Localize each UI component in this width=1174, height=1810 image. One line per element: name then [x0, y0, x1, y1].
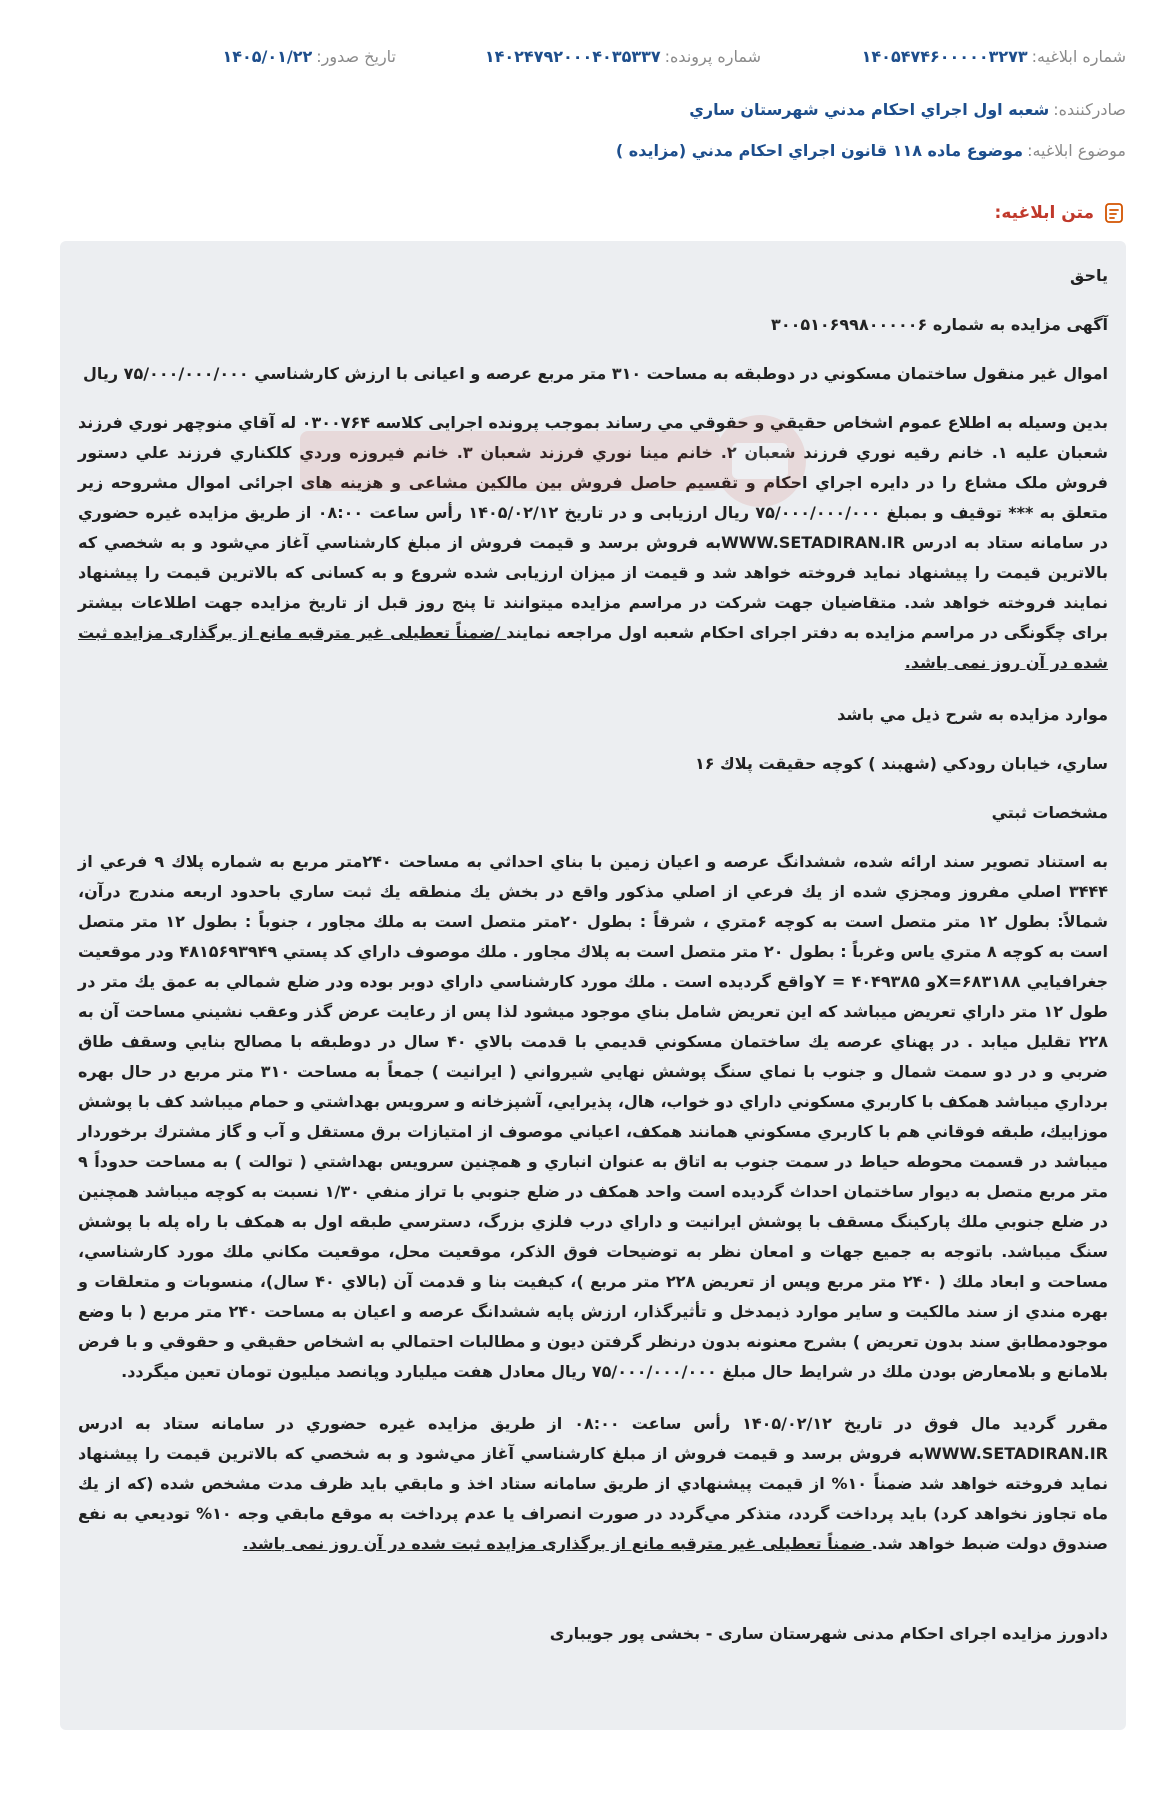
property-summary: اموال غير منقول ساختمان مسكوني در دوطبقه به مساحت ۳۱۰ متر مربع عرصه و اعیانی با ارزش كارشناسي ۷۵/۰۰۰/۰۰۰/۰۰۰ ريال [82, 364, 1108, 383]
property-description: به استناد تصوير سند ارائه شده، ششدانگ عرصه و اعيان زمين با بناي احداثي به مساحت ۲۴۰متر مربع به شماره پلاك ۹ فرعي از ۳۴۴۴ اصلي مفروز ومجزي شده از يك فرعي از اصلي مذكور واقع در بخش يك منطقه يك ثبت ساري باحدود اربعه مندرج درآن، شمالاً: بطول ۱۲ متر متصل است به كوچه ۶متري ، شرقاً : بطول ۲۰متر متصل است به ملك مجاور ، جنوباً : بطول ۱۲ متر متصل است به كوچه ۸ متري ياس وغرباً : بطول ۲۰ متر متصل است به پلاك مجاور . ملك موصوف داراي كد پستي ۴۸۱۵۶۹۳۹۴۹ ودر موقعيت جغرافيايي X=۶۸۳۱۸۸و ۴۰۴۹۳۸۵ = Yواقع گرديده است . ملك مورد كارشناسي داراي دوبر بوده ودر ضلع شمالي به عمق يك متر در طول ۱۲ متر داراي تعريض ميباشد كه اين تعريض شامل بناي موجود ميشود لذا پس از رعايت عرض گذر وعقب نشيني مساحت آن به ۲۲۸ تقليل ميابد . در پهناي عرصه يك ساختمان مسكوني قديمي با قدمت بالاي ۴۰ سال در دوطبقه با مصالح بنايي وسقف طاق ضربي و در دو سمت شمال و جنوب با نماي سنگ پوشش نهايي شيرواني ( ايرانيت ) جمعاً به مساحت ۳۱۰ متر مربع در حال بهره برداري ميباشد همكف با كاربري مسكوني داراي دو خواب، هال، پذيرايي، آشپزخانه و سرويس بهداشتي و حمام ميباشد كف با پوشش موزاييك، طبقه فوقاني هم با كاربري مسكوني همانند همكف، اعياني موصوف از امتيازات برق مستقل و آب و گاز مشترك برخوردار ميباشد در قسمت محوطه حياط در سمت جنوب به اتاق به عنوان انباري و همچنين سرويس بهداشتي ( توالت ) به مساحت حدوداً ۹ متر مربع متصل به ديوار ساختمان احداث گرديده است واحد همكف در ضلع جنوبي با تراز منفي ۱/۳۰ نسبت به كوچه ميباشد همچنين در ضلع جنوبي ملك پاركينگ مسقف با پوشش ايرانيت و داراي درب فلزي بزرگ، دسترسي طبقه اول به همكف با راه پله با پوشش سنگ ميباشد. باتوجه به جميع جهات و امعان نظر به توضيحات فوق الذكر، موقعيت محل، موقعيت مكاني ملك مورد كارشناسي، مساحت و ابعاد ملك ( ۲۴۰ متر مربع وپس از تعريض ۲۲۸ متر مربع )، كيفيت بنا و قدمت آن (بالاي ۴۰ سال)، منسوبات و متعلقات و بهره مندي از سند مالكيت و ساير موارد ذيمدخل و تأثيرگذار، ارزش پايه ششدانگ عرصه و اعيان به مساحت ۲۴۰ متر مربع ( با وضع موجودمطابق سند بدون تعريض ) بشرح معنونه بدون درنظر گرفتن ديون و مطالبات احتمالي به اشخاص حقيقي و حقوقي و با فرض بلامانع و بلامعارض بودن ملك در شرايط حال مبلغ ۷۵/۰۰۰/۰۰۰/۰۰۰ ريال معادل هفت ميليارد وپانصد ميليون تومان تعين ميگردد. [78, 852, 1109, 1381]
issue-date-value: ۱۴۰۵/۰۱/۲۲ [222, 46, 313, 66]
property-address: ساري، خيابان رودكي (شهبند ) كوچه حقيقت پلاك ۱۶ [694, 754, 1108, 773]
notice-text-title: متن ابلاغیه: [994, 203, 1094, 223]
case-number-label: شماره پرونده: [664, 46, 761, 66]
notice-number-label: شماره ابلاغیه: [1031, 46, 1126, 66]
notice-number-value: ۱۴۰۵۴۷۴۶۰۰۰۰۰۳۲۷۳ [861, 46, 1028, 66]
case-number-value: ۱۴۰۲۴۷۹۲۰۰۰۴۰۳۵۳۳۷ [484, 46, 661, 66]
signer-line: دادورز مزایده اجرای احکام مدنی شهرستان ساری - بخشی پور جویباری [549, 1624, 1108, 1643]
intro-underlined-note: /ضمناً تعطیلی غیر مترقبه مانع از برگذاری مزایده ثبت شده در آن روز نمی باشد. [78, 623, 1108, 672]
intro-paragraph [78, 408, 1108, 678]
subject-label: موضوع ابلاغیه: [1027, 141, 1126, 160]
intro-text: بدين وسيله به اطلاع عموم اشخاص حقيقي و حقوقي مي رساند بموجب پرونده اجرایی کلاسه ۰۳۰۰۷۶۴ له آقاي منوچهر نوري فرزند شعبان عليه ۱. خانم رقيه نوري فرزند شعبان ۲. خانم مينا نوري فرزند شعبان ۳. خانم فيروزه وردي كلكناري فرزند علي دستور فروش ملک مشاع را در دايره اجراي احكام و تقسيم حاصل فروش بين مالكين مشاعی و هزينه های اجرائی اموال مشروحه زير متعلق به *** توقیف و بمبلغ ۷۵/۰۰۰/۰۰۰/۰۰۰ ريال ارزيابی و در تاريخ ۱۴۰۵/۰۲/۱۲ رأس ساعت ۰۸:۰۰ از طريق مزايده غيره حضوري در سامانه ستاد به ادرس WWW.SETADIRAN.IRبه فروش برسد و قيمت فروش از مبلغ كارشناسي آغاز مي‌شود و به شخصي كه بالاترين قيمت را پيشنهاد نمايد فروخته خواهد شد و قیمت از ميزان ارزيابی شده شروع و به كسانی كه بالاترين قيمت را پيشنهاد نمايند فروخته خواهد شد. متقاضيان جهت شركت در مراسم مزايده ميتوانند تا پنج روز قبل از تاريخ مزايده جهت اطلاعات بيشتر برای چگونگی در مراسم مزايده به دفتر اجرای احکام شعبه اول مراجعه نمايند [78, 413, 1109, 642]
issue-date [222, 47, 396, 66]
document-text-icon [1102, 201, 1126, 225]
notice-text-heading [995, 201, 1126, 225]
header-row-subject [48, 141, 1126, 160]
ad-title: آگهی مزایده به شماره ۳۰۰۵۱۰۶۹۹۸۰۰۰۰۰۶ [771, 315, 1108, 334]
greeting: ياحق [1070, 266, 1108, 285]
closing-text: مقرر گرديد مال فوق در تاريخ ۱۴۰۵/۰۲/۱۲ رأس ساعت ۰۸:۰۰ از طريق مزايده غيره حضوري در سامانه ستاد به ادرس WWW.SETADIRAN.IRبه فروش برسد و قيمت فروش از مبلغ كارشناسي آغاز مي‌شود و به شخصي كه بالاترين قيمت را پيشنهاد نمايد فروخته خواهد شد ضمناً ۱۰% از قيمت پيشنهادي از طريق سامانه ستاد اخذ و مابقي بايد ظرف مدت مشخص شده (كه از يك ماه تجاوز نخواهد كرد) بايد پرداخت گردد، متذكر مي‌گردد در صورت انصراف يا عدم پرداخت به موقع مابقي وجه ۱۰% توديعي به نفع صندوق دولت ضبط خواهد شد. [78, 1414, 1109, 1553]
closing-paragraph [78, 1409, 1108, 1559]
closing-underlined-note: ضمناً تعطیلی غیر مترقبه مانع از برگذاری مزایده ثبت شده در آن روز نمی باشد. [242, 1534, 872, 1553]
registry-title: مشخصات ثبتي [991, 803, 1108, 822]
issuer-label: صادرکننده: [1053, 100, 1126, 119]
items-title: موارد مزايده به شرح ذيل مي باشد [837, 705, 1108, 724]
case-number [485, 47, 761, 66]
subject-value: موضوع ماده ۱۱۸ قانون اجراي احكام مدني (مزايده ) [615, 141, 1024, 160]
notice-number [862, 47, 1126, 66]
notice-body-box [60, 241, 1126, 1730]
issue-date-label: تاریخ صدور: [316, 46, 396, 66]
header-row-issuer [48, 100, 1126, 119]
issuer-value: شعبه اول اجراي احكام مدني شهرستان ساري [689, 100, 1050, 119]
